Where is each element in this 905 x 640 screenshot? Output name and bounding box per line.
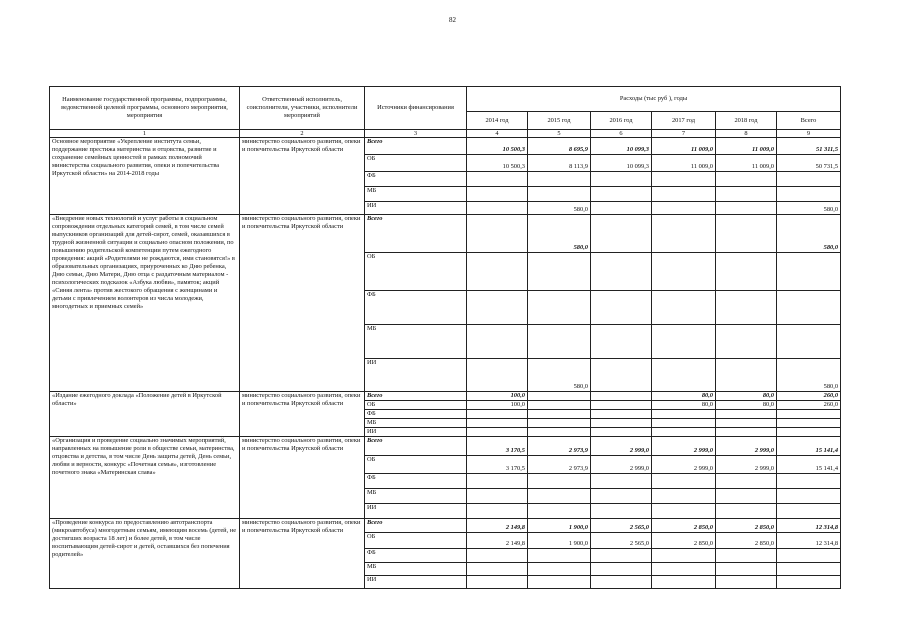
expense-value [777, 489, 841, 504]
expense-value [467, 428, 528, 437]
expense-value [591, 215, 652, 253]
funding-source: ФБ [365, 172, 467, 187]
column-number: 8 [716, 130, 777, 138]
funding-source: ИИ [365, 504, 467, 519]
expense-value [777, 253, 841, 291]
expense-value [777, 563, 841, 576]
expense-value [716, 359, 777, 392]
expense-value [528, 428, 591, 437]
expense-value: 80,0 [652, 401, 716, 410]
expense-value [528, 410, 591, 419]
expense-value [652, 549, 716, 563]
expense-value: 8 113,9 [528, 155, 591, 172]
expense-value [528, 489, 591, 504]
expense-value [591, 419, 652, 428]
funding-source: МБ [365, 187, 467, 202]
expense-value: 11 009,0 [716, 155, 777, 172]
expense-value [467, 576, 528, 589]
expense-value [652, 563, 716, 576]
expense-value [591, 359, 652, 392]
funding-source: МБ [365, 325, 467, 359]
header-sources: Источники финансирования [365, 87, 467, 130]
expense-value [716, 325, 777, 359]
expense-value [652, 504, 716, 519]
activity-name: «Издание ежегодного доклада «Положение детей в Иркутской области» [50, 392, 240, 437]
header-year: 2014 год [467, 112, 528, 130]
expense-value [528, 549, 591, 563]
expense-value [591, 253, 652, 291]
expense-value: 580,0 [528, 215, 591, 253]
expense-value [528, 253, 591, 291]
expense-value: 2 850,0 [652, 519, 716, 533]
header-expenses: Расходы (тыс руб ), годы [467, 87, 841, 112]
header-year: 2017 год [652, 112, 716, 130]
expense-value [591, 428, 652, 437]
expense-value [528, 325, 591, 359]
expense-value [591, 489, 652, 504]
expense-value [652, 419, 716, 428]
activity-name: «Организация и проведение социально значимых мероприятий, направленных на повышение роли в обществе семьи, материнства, отцовства и детства, в том числе День защиты детей, День семьи, любви и верности, конкурс «Почетная семья», изготовление почетного знака «Материнская слава» [50, 437, 240, 519]
expense-value: 2 973,9 [528, 437, 591, 456]
expense-value [591, 187, 652, 202]
expense-value [716, 215, 777, 253]
expense-value [777, 576, 841, 589]
expense-value [716, 202, 777, 215]
expense-value: 2 999,0 [716, 437, 777, 456]
expense-value [467, 291, 528, 325]
funding-source: ФБ [365, 410, 467, 419]
expense-value: 2 850,0 [716, 533, 777, 549]
expense-value [716, 428, 777, 437]
expense-value: 2 850,0 [652, 533, 716, 549]
funding-source: ИИ [365, 428, 467, 437]
expense-value [591, 325, 652, 359]
expense-value: 10 500,3 [467, 138, 528, 155]
expense-value [528, 563, 591, 576]
expense-value: 80,0 [716, 401, 777, 410]
expense-value [716, 187, 777, 202]
expense-value: 11 009,0 [716, 138, 777, 155]
expense-value [777, 504, 841, 519]
expense-value [716, 576, 777, 589]
expense-value [528, 401, 591, 410]
table-row [50, 437, 841, 456]
expense-value: 1 900,0 [528, 519, 591, 533]
funding-source: Всего [365, 519, 467, 533]
header-responsible: Ответственный исполнитель, соисполнители, участники, исполнители мероприятий [240, 87, 365, 130]
expense-value [652, 325, 716, 359]
expense-value: 100,0 [467, 392, 528, 401]
header-year: 2016 год [591, 112, 652, 130]
expense-value [467, 410, 528, 419]
expenses-table-container [49, 86, 840, 589]
funding-source: МБ [365, 563, 467, 576]
expense-value [652, 202, 716, 215]
expense-value: 12 314,8 [777, 533, 841, 549]
expense-value [777, 419, 841, 428]
expense-value [591, 504, 652, 519]
expense-value [528, 172, 591, 187]
expense-value: 580,0 [528, 202, 591, 215]
activity-name: «Проведение конкурса по предоставлению автотранспорта (микроавтобуса) многодетным семьям, имеющим восемь (детей, не достигших возраста 18 лет) и более детей, в том числе воспитывающим детей-сирот и детей, оставшихся без попечения родителей» [50, 519, 240, 589]
funding-source: ОБ [365, 456, 467, 474]
expense-value: 10 099,3 [591, 155, 652, 172]
expense-value [716, 291, 777, 325]
funding-source: ФБ [365, 549, 467, 563]
expense-value: 580,0 [777, 215, 841, 253]
expense-value [652, 253, 716, 291]
expense-value: 3 170,5 [467, 437, 528, 456]
expense-value: 2 999,0 [591, 437, 652, 456]
expense-value: 2 149,8 [467, 519, 528, 533]
expense-value [591, 410, 652, 419]
column-number: 6 [591, 130, 652, 138]
expense-value [652, 474, 716, 489]
expense-value [591, 401, 652, 410]
expense-value [716, 419, 777, 428]
expense-value [467, 563, 528, 576]
expense-value [467, 489, 528, 504]
expense-value [716, 410, 777, 419]
expense-value: 11 009,0 [652, 155, 716, 172]
expense-value [467, 419, 528, 428]
expense-value: 15 141,4 [777, 437, 841, 456]
expense-value [777, 291, 841, 325]
expense-value [652, 489, 716, 504]
expense-value [591, 392, 652, 401]
expense-value: 3 170,5 [467, 456, 528, 474]
expense-value [528, 187, 591, 202]
page-number: 82 [449, 16, 456, 24]
expense-value: 80,0 [652, 392, 716, 401]
expense-value: 580,0 [777, 202, 841, 215]
expense-value [716, 172, 777, 187]
responsible-executor: министерство социального развития, опеки и попечительства Иркутской области [240, 437, 365, 519]
expense-value [467, 215, 528, 253]
expense-value [777, 325, 841, 359]
expense-value [716, 489, 777, 504]
expense-value [716, 563, 777, 576]
expense-value [467, 474, 528, 489]
expense-value: 2 999,0 [652, 437, 716, 456]
funding-source: ОБ [365, 533, 467, 549]
expense-value [528, 576, 591, 589]
funding-source: Всего [365, 392, 467, 401]
expense-value [591, 291, 652, 325]
funding-source: ОБ [365, 155, 467, 172]
funding-source: ИИ [365, 202, 467, 215]
table-row [50, 392, 841, 401]
expense-value: 260,0 [777, 392, 841, 401]
expense-value: 2 999,0 [652, 456, 716, 474]
funding-source: ФБ [365, 474, 467, 489]
expense-value [467, 202, 528, 215]
expense-value: 50 731,5 [777, 155, 841, 172]
expense-value [467, 325, 528, 359]
expense-value [716, 504, 777, 519]
funding-source: ИИ [365, 359, 467, 392]
expense-value [467, 172, 528, 187]
expense-value [777, 172, 841, 187]
expense-value [467, 253, 528, 291]
column-number: 2 [240, 130, 365, 138]
expense-value [528, 504, 591, 519]
header-year: 2018 год [716, 112, 777, 130]
header-total: Всего [777, 112, 841, 130]
expense-value: 2 999,0 [591, 456, 652, 474]
expense-value [591, 474, 652, 489]
column-number: 9 [777, 130, 841, 138]
expense-value: 12 314,8 [777, 519, 841, 533]
responsible-executor: министерство социального развития, опеки и попечительства Иркутской области [240, 215, 365, 392]
table-body [50, 138, 841, 589]
header-year: 2015 год [528, 112, 591, 130]
funding-source: ИИ [365, 576, 467, 589]
column-number: 5 [528, 130, 591, 138]
expense-value [528, 291, 591, 325]
expense-value: 51 311,5 [777, 138, 841, 155]
expense-value: 80,0 [716, 392, 777, 401]
expense-value: 260,0 [777, 401, 841, 410]
header-name: Наименование государственной программы, подпрограммы, ведомственной целевой программы, основного мероприятия, мероприятия [50, 87, 240, 130]
expense-value [528, 419, 591, 428]
column-number: 7 [652, 130, 716, 138]
expense-value [777, 428, 841, 437]
expense-value [777, 187, 841, 202]
expense-value [716, 253, 777, 291]
expense-value: 2 565,0 [591, 533, 652, 549]
column-number: 1 [50, 130, 240, 138]
expense-value: 2 565,0 [591, 519, 652, 533]
expense-value: 11 009,0 [652, 138, 716, 155]
activity-name: Основное мероприятие «Укрепление института семьи, поддержание престижа материнства и отцовства, развитие и сохранение семейных ценностей в рамках полномочий министерства социального развития, опеки и попечительства Иркутской области» на 2014-2018 годы [50, 138, 240, 215]
expense-value: 10 500,3 [467, 155, 528, 172]
expense-value [528, 392, 591, 401]
expense-value [467, 359, 528, 392]
expense-value: 2 973,9 [528, 456, 591, 474]
funding-source: МБ [365, 489, 467, 504]
funding-source: МБ [365, 419, 467, 428]
expense-value: 2 850,0 [716, 519, 777, 533]
table-row [50, 519, 841, 533]
funding-source: Всего [365, 138, 467, 155]
expense-value [467, 549, 528, 563]
expense-value [716, 474, 777, 489]
expense-value [777, 474, 841, 489]
expense-value: 15 141,4 [777, 456, 841, 474]
activity-name: «Внедрение новых технологий и услуг работы в социальном сопровождении отдельных категорий семей, в том числе семей выпускников организаций для детей-сирот, семей, оказавшихся в трудной жизненной ситуации и социально опасном положении, по повышению родительской компетенции путем ежегодного проведения: акций «Родителями не рождаются, ими становятся!» в образовательных организациях, приуроченных ко Дню ребенка, Дню семьи, Дню Матери, Дню отца с раздаточным материалом - психологических подсказок «Азбука любви», памяток; акций «Синяя лента» против жестокого обращения с женщинами и детьми с привлечением волонтеров из числа молодежи, многодетных и приемных семей» [50, 215, 240, 392]
expense-value [528, 474, 591, 489]
expense-value: 580,0 [528, 359, 591, 392]
expense-value [777, 410, 841, 419]
expense-value [652, 410, 716, 419]
table-row [50, 138, 841, 155]
responsible-executor: министерство социального развития, опеки и попечительства Иркутской области [240, 392, 365, 437]
expense-value [716, 549, 777, 563]
expense-value [591, 563, 652, 576]
expense-value: 8 695,9 [528, 138, 591, 155]
funding-source: Всего [365, 437, 467, 456]
funding-source: ОБ [365, 253, 467, 291]
expense-value [467, 187, 528, 202]
expense-value: 1 900,0 [528, 533, 591, 549]
funding-source: ОБ [365, 401, 467, 410]
expense-value [591, 576, 652, 589]
expense-value [652, 172, 716, 187]
expense-value: 2 149,8 [467, 533, 528, 549]
expense-value [591, 202, 652, 215]
expenses-table [49, 86, 841, 589]
expense-value [652, 359, 716, 392]
expense-value [777, 549, 841, 563]
funding-source: Всего [365, 215, 467, 253]
column-number: 4 [467, 130, 528, 138]
column-number: 3 [365, 130, 467, 138]
responsible-executor: министерство социального развития, опеки и попечительства Иркутской области [240, 519, 365, 589]
expense-value [467, 504, 528, 519]
expense-value [652, 576, 716, 589]
expense-value [591, 172, 652, 187]
expense-value [652, 291, 716, 325]
responsible-executor: министерство социального развития, опеки и попечительства Иркутской области [240, 138, 365, 215]
table-row [50, 215, 841, 253]
expense-value: 2 999,0 [716, 456, 777, 474]
expense-value: 100,0 [467, 401, 528, 410]
expense-value: 580,0 [777, 359, 841, 392]
expense-value [652, 187, 716, 202]
expense-value [591, 549, 652, 563]
funding-source: ФБ [365, 291, 467, 325]
expense-value [652, 215, 716, 253]
expense-value [652, 428, 716, 437]
expense-value: 10 099,3 [591, 138, 652, 155]
